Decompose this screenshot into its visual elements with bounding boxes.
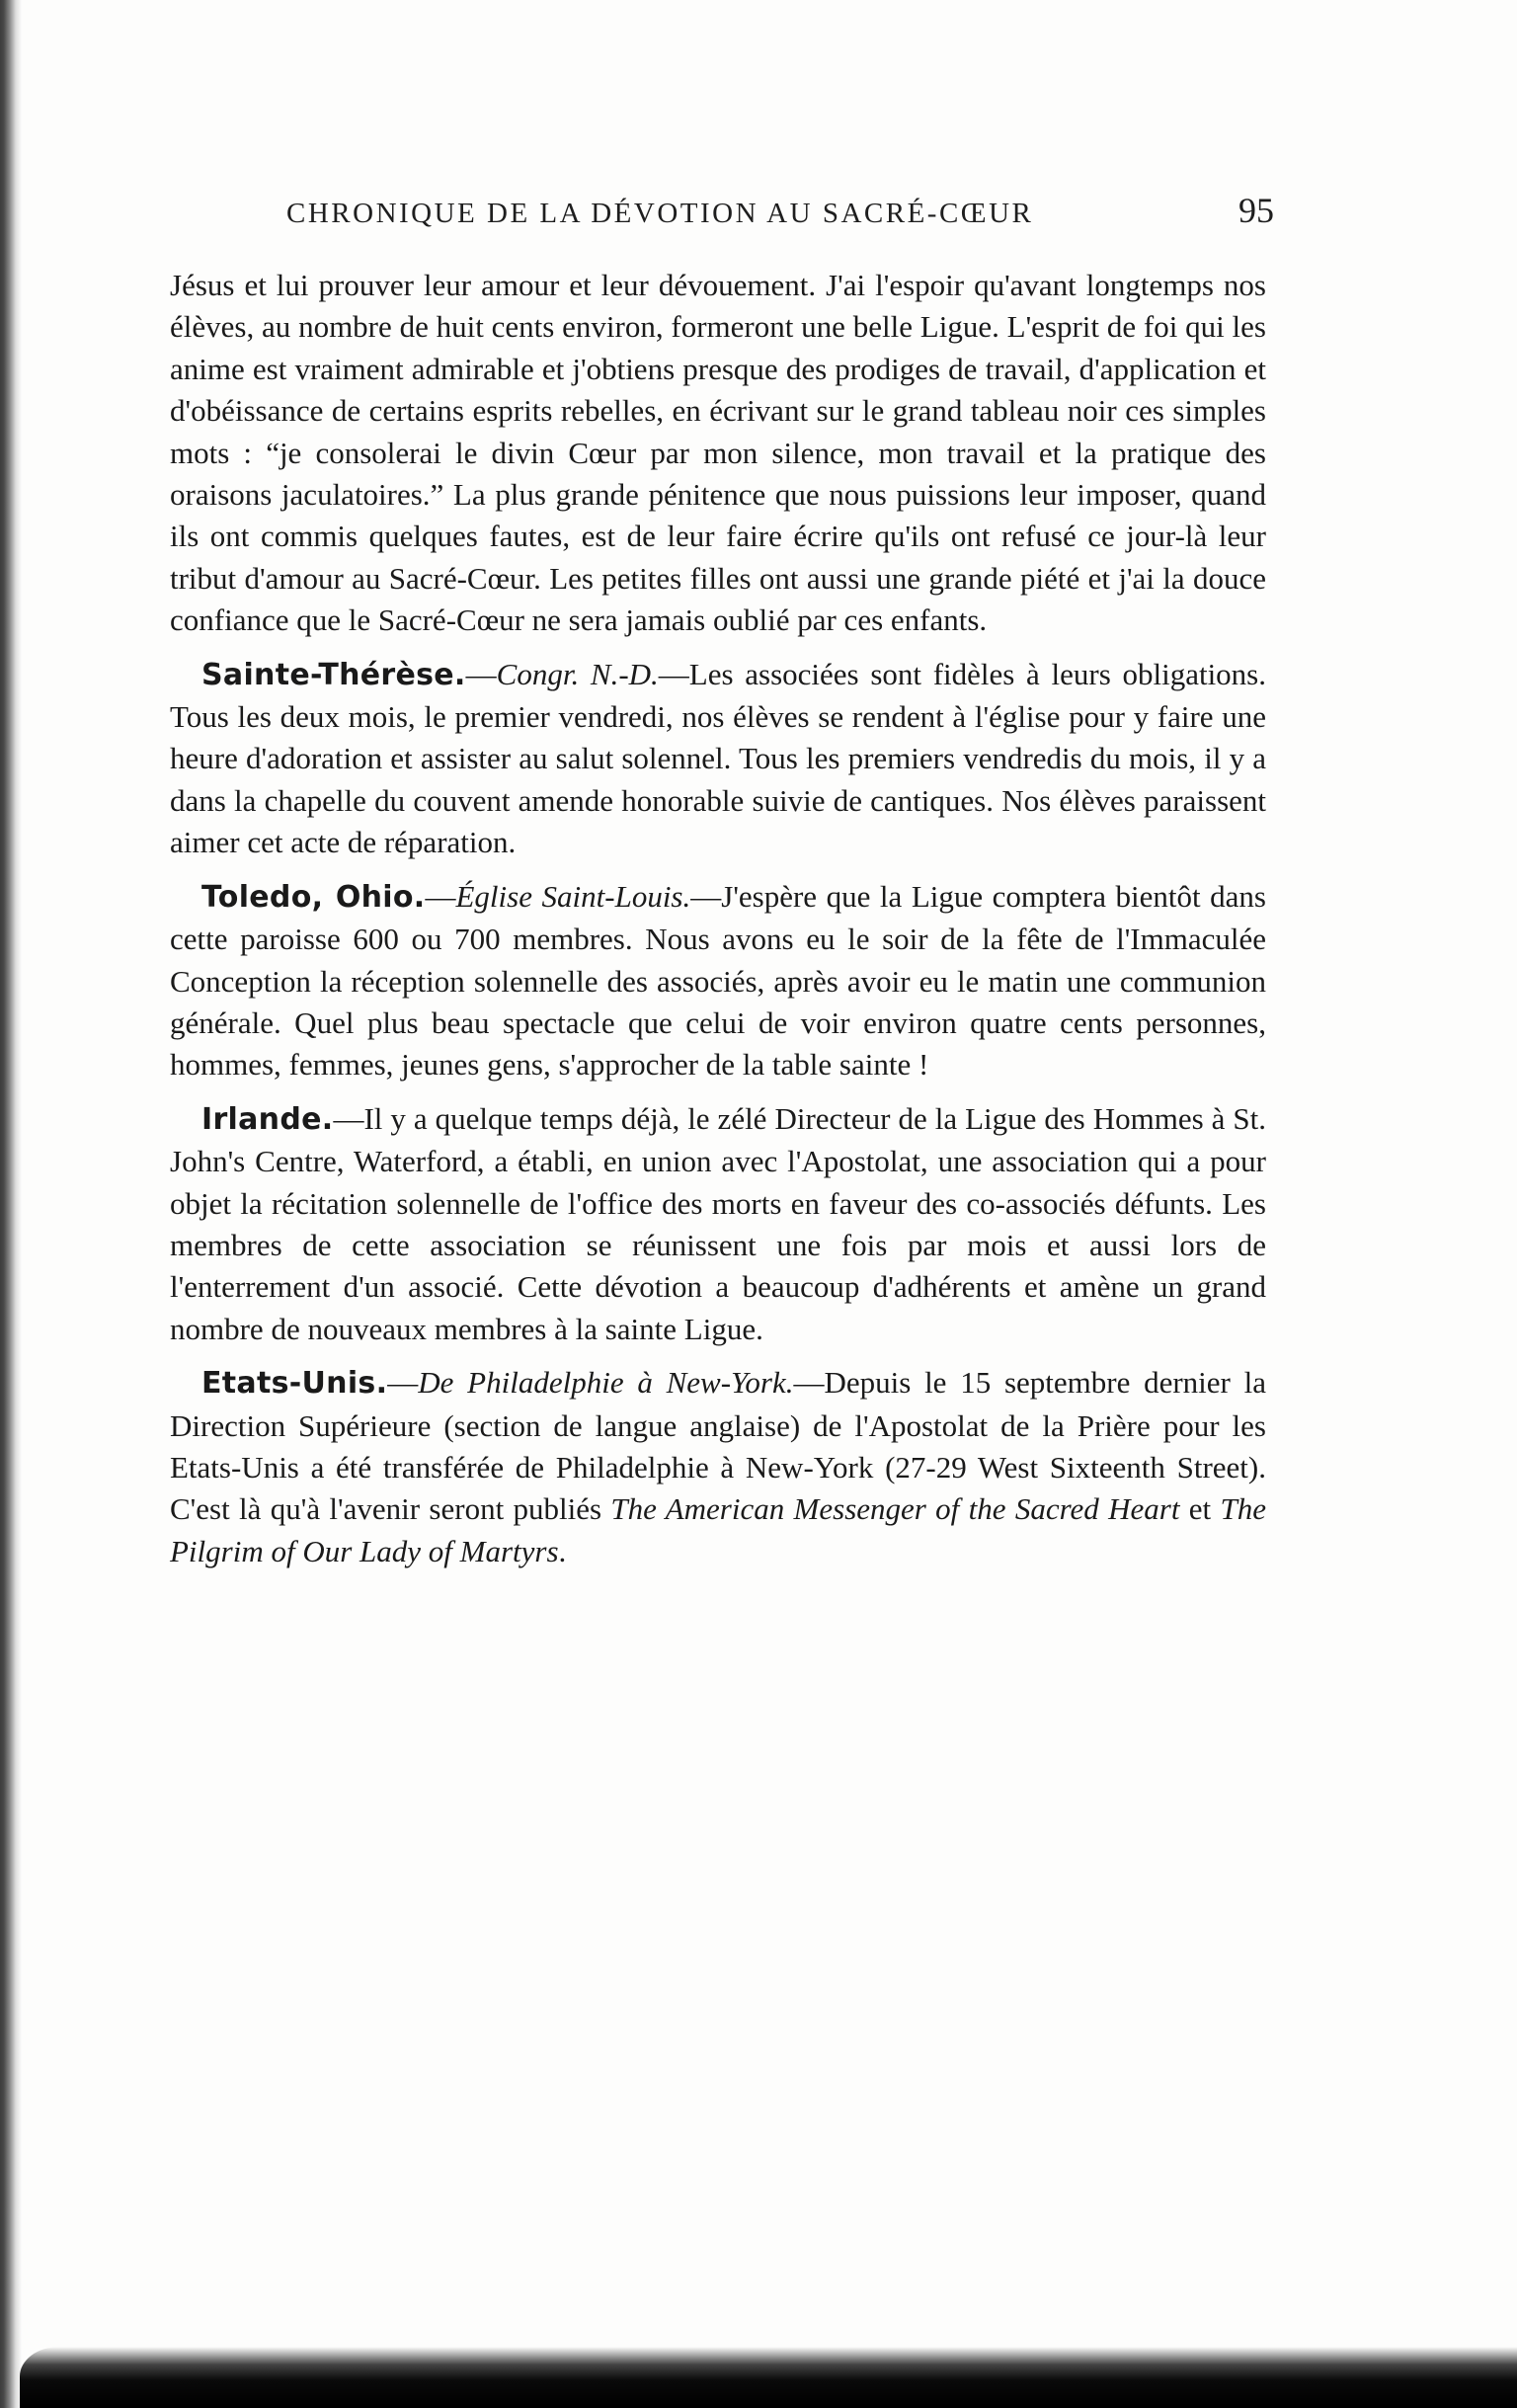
publication-title: The Pilgrim of Our Lady of Martyrs — [170, 1491, 1266, 1568]
paragraph-subtitle: Église Saint-Louis. — [455, 878, 691, 914]
paragraph-text-joiner: et — [1179, 1491, 1221, 1527]
paragraph-text: Jésus et lui prouver leur amour et leur dévouement. J'ai l'espoir qu'avant longtemps nos élèves, au nombre de huit cents environ, formeront une belle Ligue. L'esprit de foi qui les anime est vraiment admirable et j'obtiens presque des prodiges de travail, d'application et d'obéissance de certains esprits rebelles, en écrivant sur le grand tableau noir ces simples mots : “je consolerai le divin Cœur par mon silence, mon travail et la pratique des oraisons jaculatoires.” La plus grande pénitence que nous puissions leur imposer, quand ils ont commis quelques fautes, est de leur faire écrire qu'ils ont refusé ce jour-là leur tribut d'amour au Sacré-Cœur. Les petites filles ont aussi une grande piété et j'ai la douce confiance que le Sacré-Cœur ne sera jamais oublié par ces enfants. — [170, 268, 1266, 638]
running-title: CHRONIQUE DE LA DÉVOTION AU SACRÉ-CŒUR — [286, 198, 1034, 229]
paragraph-heading: Irlande. — [201, 1101, 334, 1137]
paragraph-end: . — [558, 1533, 567, 1568]
binding-shadow — [0, 0, 22, 2408]
page-bottom-shadow — [20, 2347, 1517, 2408]
paragraph-heading: Etats-Unis. — [201, 1366, 388, 1402]
paragraph-sainte-therese: Sainte-Thérèse.—Congr. N.-D.—Les associées sont fidèles à leurs obligations. Tous les deux mois, le premier vendredi, nos élèves se rendent à l'église pour y faire une heure d'adoration et assister au salut solennel. Tous les premiers vendredis du mois, il y a dans la chapelle du couvent amende honorable suivie de cantiques. Nos élèves paraissent aimer cet acte de réparation. — [170, 656, 1266, 860]
running-header — [286, 191, 1274, 230]
paragraph-text: Depuis le 15 septembre dernier la Direction Supérieure (section de langue anglaise) de l'Apostolat de la Prière pour les Etats-Unis a été transférée de Philadelphie à New-York (27-29 West Sixteenth Street). C'est là qu'à l'avenir seront publiés — [170, 1365, 1266, 1527]
paragraph-text: J'espère que la Ligue comptera bientôt dans cette paroisse 600 ou 700 membres. Nous avons eu le soir de la fête de l'Immaculée Conception la réception solennelle des associés, après avoir eu le matin une communion générale. Quel plus beau spectacle que celui de voir environ quatre cents personnes, hommes, femmes, jeunes gens, s'approcher de la table sainte ! — [170, 878, 1266, 1083]
paragraph-heading: Sainte-Thérèse. — [201, 657, 466, 692]
paragraph-text: Les associées sont fidèles à leurs obligations. Tous les deux mois, le premier vendredi, nos élèves se rendent à l'église pour y faire une heure d'adoration et assister au salut solennel. Tous les premiers vendredis du mois, il y a dans la chapelle du couvent amende honorable suivie de cantiques. Nos élèves paraissent aimer cet acte de réparation. — [170, 656, 1266, 860]
paragraph-heading: Toledo, Ohio. — [201, 879, 426, 915]
paragraph-etats-unis: Etats-Unis.—De Philadelphie à New-York.—Depuis le 15 septembre dernier la Direction Supérieure (section de langue anglaise) de l'Apostolat de la Prière pour les Etats-Unis a été transférée de Philadelphie à New-York (27-29 West Sixteenth Street). C'est là qu'à l'avenir seront publiés The American Messenger of the Sacred Heart et The Pilgrim of Our Lady of Martyrs. — [170, 1365, 1266, 1568]
paragraph-continuation — [170, 265, 1266, 642]
page-number: 95 — [1238, 191, 1274, 230]
paragraph-subtitle: Congr. N.-D. — [496, 656, 659, 691]
paragraph-toledo: Toledo, Ohio.—Église Saint-Louis.—J'espère que la Ligue comptera bientôt dans cette paroisse 600 ou 700 membres. Nous avons eu le soir de la fête de l'Immaculée Conception la réception solennelle des associés, après avoir eu le matin une communion générale. Quel plus beau spectacle que celui de voir environ quatre cents personnes, hommes, femmes, jeunes gens, s'approcher de la table sainte ! — [170, 878, 1266, 1083]
paragraph-irlande: Irlande.—Il y a quelque temps déjà, le zélé Directeur de la Ligue des Hommes à St. John's Centre, Waterford, a établi, en union avec l'Apostolat, une association qui a pour objet la récitation solennelle de l'office des morts en faveur des co-associés défunts. Les membres de cette association se réunissent une fois par mois et aussi lors de l'enterrement d'un associé. Cette dévotion a beaucoup d'adhérents et amène un grand nombre de nouveaux membres à la sainte Ligue. — [170, 1100, 1266, 1346]
paragraph-subtitle: De Philadelphie à New-York. — [418, 1365, 794, 1401]
body-text — [170, 265, 1266, 1584]
publication-title: The American Messenger of the Sacred Heart — [610, 1491, 1180, 1527]
paragraph-text: Il y a quelque temps déjà, le zélé Directeur de la Ligue des Hommes à St. John's Centre, Waterford, a établi, en union avec l'Apostolat, une association qui a pour objet la récitation solennelle de l'office des morts en faveur des co-associés défunts. Les membres de cette association se réunissent une fois par mois et aussi lors de l'enterrement d'un associé. Cette dévotion a beaucoup d'adhérents et amène un grand nombre de nouveaux membres à la sainte Ligue. — [170, 1100, 1266, 1346]
